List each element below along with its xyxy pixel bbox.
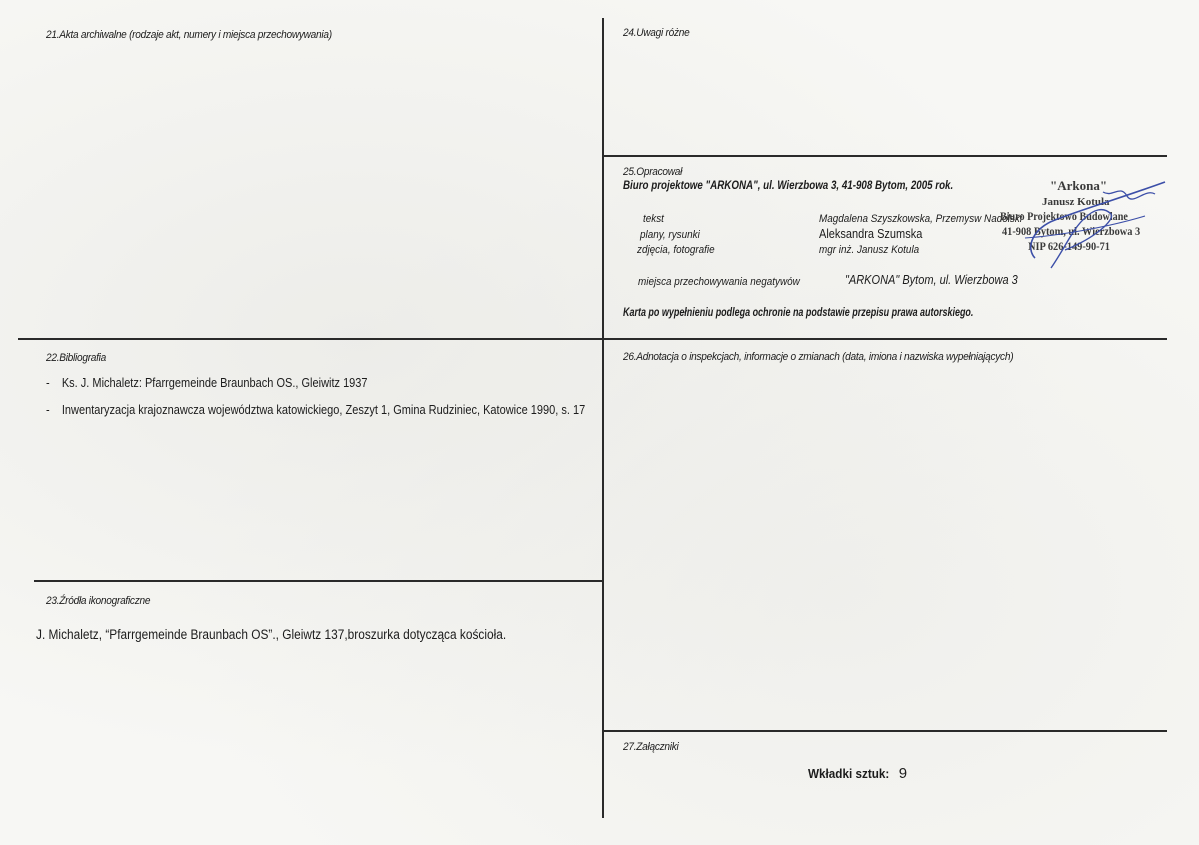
stamp-line-4: 41-908 Bytom, ul. Wierzbowa 3 <box>1002 226 1141 238</box>
stamp-line-3: Biuro Projektowo Budowlane <box>1000 211 1128 223</box>
person-photos: mgr inż. Janusz Kotula <box>819 244 920 256</box>
negatives-value: "ARKONA" Bytom, ul. Wierzbowa 3 <box>845 273 1018 287</box>
inserts-count: 9 <box>898 765 908 782</box>
section-21-label: 21.Akta archiwalne (rodzaje akt, numery i miejsca przechowywania) <box>46 29 332 41</box>
person-text: Magdalena Szyszkowska, Przemysw Nadolski <box>819 213 1023 225</box>
section-25-label: 25.Opracował <box>623 166 683 178</box>
inserts-count-row <box>808 765 907 783</box>
bullet-dash: - <box>46 376 50 390</box>
role-photos: zdjęcia, fotografie <box>637 244 715 256</box>
handwritten-signature <box>995 178 1175 278</box>
bibliography-item-1 <box>46 376 368 390</box>
divider-22-23 <box>34 580 602 582</box>
iconographic-source: J. Michaletz, “Pfarrgemeinde Braunbach OS”., Gleiwtz 137,broszurka dotycząca kościoła. <box>36 627 507 642</box>
role-text: tekst <box>643 213 664 225</box>
section-27-label: 27.Załączniki <box>623 741 679 753</box>
divider-top-bottom <box>18 338 1167 340</box>
divider-24-25 <box>603 155 1167 157</box>
divider-26-27 <box>603 730 1167 732</box>
stamp-line-1: "Arkona" <box>1050 178 1108 193</box>
bibliography-text: Inwentaryzacja krajoznawcza województwa katowickiego, Zeszyt 1, Gmina Rudziniec, Katowice 1990, s. 17 <box>61 403 586 417</box>
section-22-label: 22.Bibliografia <box>46 352 107 364</box>
role-plans: plany, rysunki <box>640 229 700 241</box>
stamp-line-5: NIP 626-149-90-71 <box>1028 241 1110 253</box>
section-24-label: 24.Uwagi różne <box>623 27 690 39</box>
negatives-label: miejsca przechowywania negatywów <box>638 276 800 288</box>
center-divider <box>602 18 604 818</box>
bibliography-item-2 <box>46 403 585 417</box>
section-23-label: 23.Źródła ikonograficzne <box>46 595 151 607</box>
section-25-office: Biuro projektowe "ARKONA", ul. Wierzbowa 3, 41-908 Bytom, 2005 rok. <box>623 180 954 192</box>
person-plans: Aleksandra Szumska <box>819 227 923 241</box>
bullet-dash: - <box>46 403 50 417</box>
stamp-line-2: Janusz Kotula <box>1042 196 1110 208</box>
inserts-label: Wkładki sztuk: <box>808 766 890 781</box>
copyright-note: Karta po wypełnieniu podlega ochronie na podstawie przepisu prawa autorskiego. <box>623 307 974 319</box>
bibliography-text: Ks. J. Michaletz: Pfarrgemeinde Braunbach OS., Gleiwitz 1937 <box>61 376 368 390</box>
section-26-label: 26.Adnotacja o inspekcjach, informacje o zmianach (data, imiona i nazwiska wypełniających) <box>623 351 1014 363</box>
